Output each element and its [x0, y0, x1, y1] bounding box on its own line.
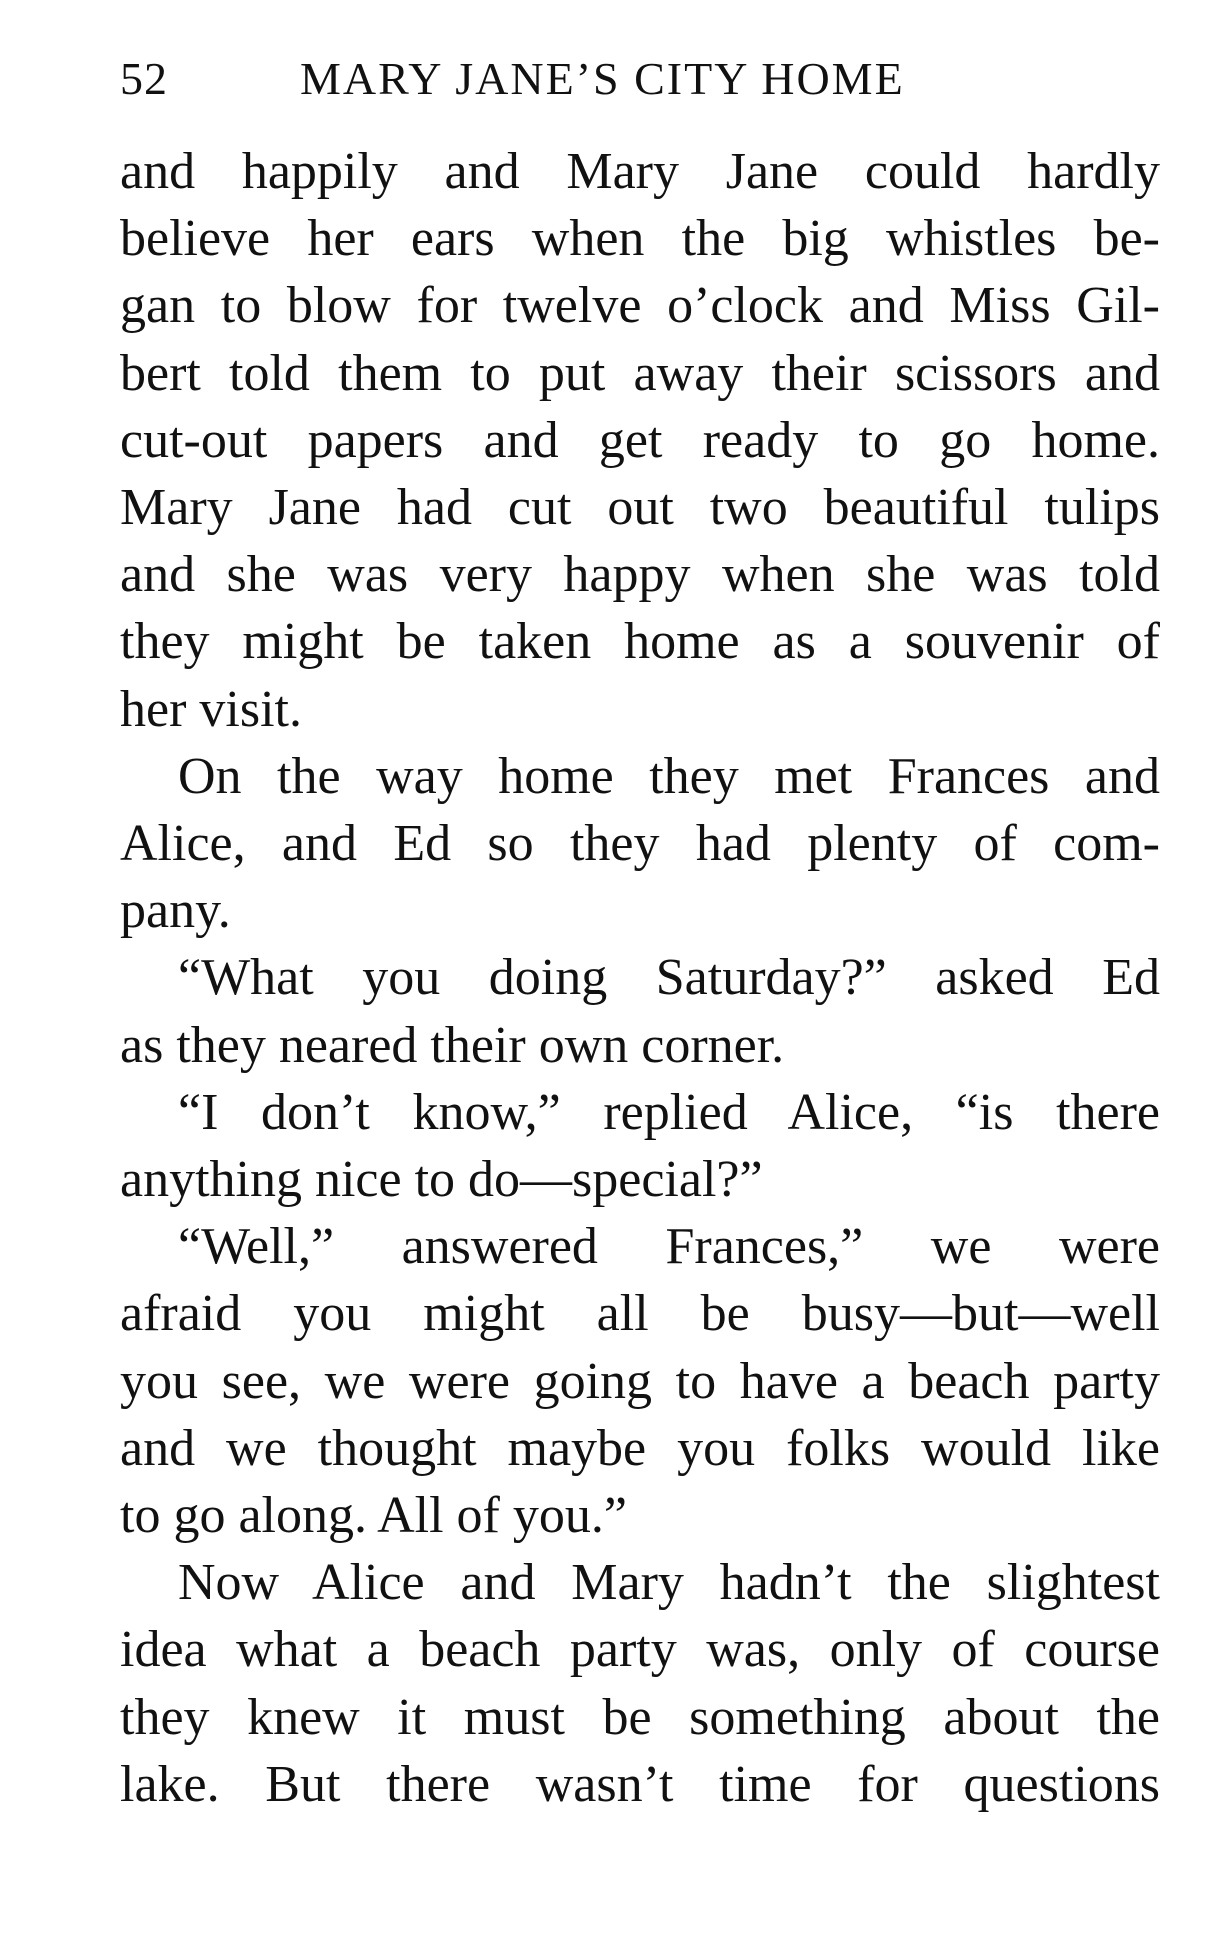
text-line: On the way home they met Frances and: [178, 747, 1160, 805]
text-line: Now Alice and Mary hadn’t the slightest: [178, 1554, 1160, 1612]
text-line: “What you doing Saturday?” asked Ed: [178, 949, 1160, 1007]
text-line: pany.: [120, 882, 231, 940]
text-line: and she was very happy when she was told: [120, 546, 1160, 604]
text-line: idea what a beach party was, only of course: [120, 1621, 1160, 1679]
text-line: as they neared their own corner.: [120, 1016, 785, 1074]
running-head: [120, 52, 1160, 112]
book-title: MARY JANE’S CITY HOME: [300, 53, 905, 104]
text-line: cut-out papers and get ready to go home.: [120, 411, 1160, 469]
text-line: believe her ears when the big whistles be-: [120, 210, 1160, 268]
text-line: they might be taken home as a souvenir of: [120, 613, 1160, 671]
text-line: you see, we were going to have a beach party: [120, 1352, 1160, 1410]
text-line: gan to blow for twelve o’clock and Miss Gil-: [120, 277, 1160, 335]
body-text: [120, 138, 1160, 1818]
text-line: afraid you might all be busy—but—well: [120, 1285, 1160, 1343]
text-line: “Well,” answered Frances,” we were: [178, 1218, 1160, 1276]
text-line: and happily and Mary Jane could hardly: [120, 143, 1160, 200]
text-line: bert told them to put away their scissors and: [120, 344, 1160, 402]
text-line: and we thought maybe you folks would like: [120, 1419, 1160, 1477]
page-number: 52: [120, 53, 168, 104]
text-line: Mary Jane had cut out two beautiful tulips: [120, 479, 1160, 537]
text-line: lake. But there wasn’t time for questions: [120, 1755, 1160, 1813]
text-line: Alice, and Ed so they had plenty of com-: [120, 815, 1160, 873]
text-line: to go along. All of you.”: [120, 1487, 627, 1545]
text-line: “I don’t know,” replied Alice, “is there: [178, 1083, 1160, 1141]
text-line: anything nice to do—special?”: [120, 1151, 763, 1209]
text-line: her visit.: [120, 680, 302, 738]
text-line: they knew it must be something about the: [120, 1688, 1160, 1746]
